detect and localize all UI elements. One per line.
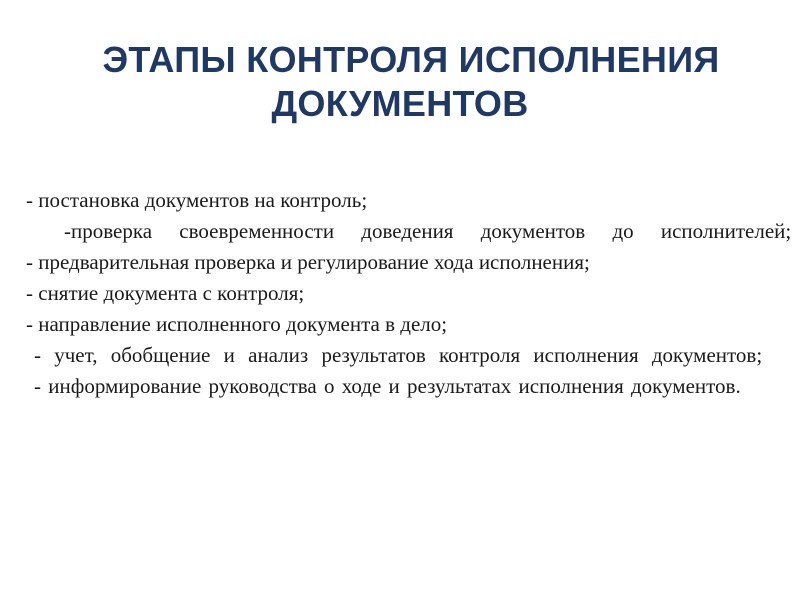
list-item: - учет, обобщение и анализ результатов контроля исполнения документов; bbox=[34, 343, 763, 367]
list-item: -проверка своевременности доведения документов до исполнителей; bbox=[64, 219, 792, 243]
stages-list bbox=[8, 185, 792, 402]
list-item: - постановка документов на контроль; bbox=[26, 188, 368, 212]
list-item: - снятие документа с контроля; bbox=[26, 281, 305, 305]
list-item: - направление исполненного документа в дело; bbox=[26, 312, 448, 336]
title-line-2: ДОКУМЕНТОВ bbox=[271, 83, 529, 124]
slide-title bbox=[0, 38, 800, 126]
title-line-1: ЭТАПЫ КОНТРОЛЯ ИСПОЛНЕНИЯ bbox=[102, 39, 720, 80]
list-item: - информирование руководства о ходе и результатах исполнения документов. bbox=[34, 374, 741, 398]
list-item: - предварительная проверка и регулирование хода исполнения; bbox=[26, 250, 590, 274]
